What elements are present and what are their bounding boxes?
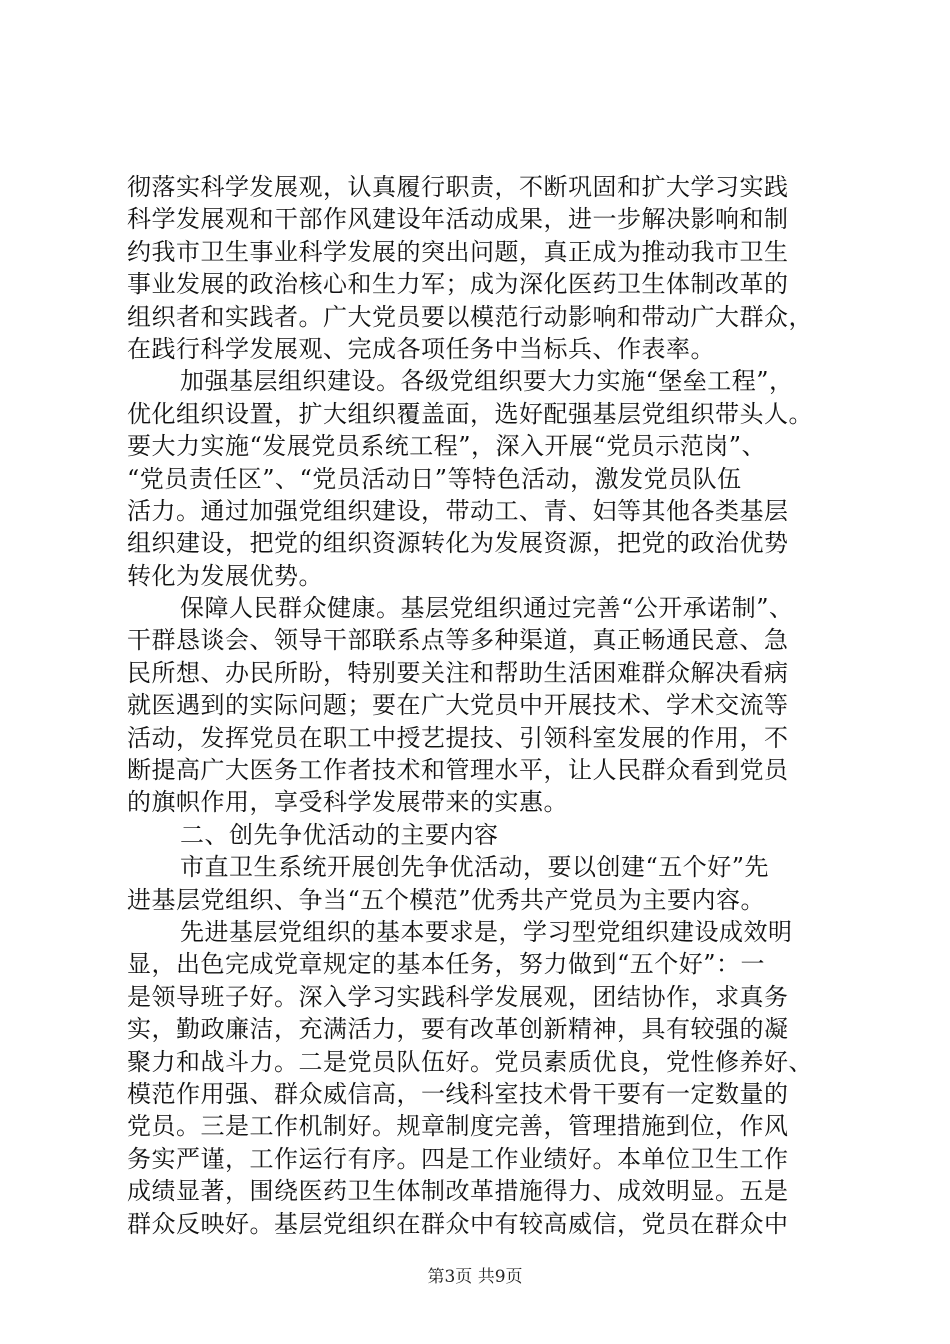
text-line: 显，出色完成党章规定的基本任务，努力做到“五个好”：一 (127, 950, 766, 979)
body-text (127, 171, 831, 1240)
text-line: 科学发展观和干部作风建设年活动成果，进一步解决影响和制 (127, 205, 789, 234)
text-line: 进基层党组织、争当“五个模范”优秀共产党员为主要内容。 (127, 885, 766, 914)
text-line: “党员责任区”、“党员活动日”等特色活动，激发党员队伍 (127, 464, 742, 493)
text-line: 活动，发挥党员在职工中授艺提技、引领科室发展的作用，不 (127, 723, 789, 752)
text-line: 实，勤政廉洁，充满活力，要有改革创新精神，具有较强的凝 (127, 1015, 789, 1044)
text-line: 组织建设，把党的组织资源转化为发展资源，把党的政治优势 (127, 529, 789, 558)
text-line: 保障人民群众健康。基层党组织通过完善“公开承诺制”、 (180, 594, 794, 623)
text-line: 要大力实施“发展党员系统工程”，深入开展“党员示范岗”、 (127, 432, 767, 461)
text-line: 党员。三是工作机制好。规章制度完善，管理措施到位，作风 (127, 1112, 789, 1141)
text-line: 转化为发展优势。 (127, 561, 323, 590)
text-line: 务实严谨，工作运行有序。四是工作业绩好。本单位卫生工作 (127, 1144, 789, 1173)
text-line: 的旗帜作用，享受科学发展带来的实惠。 (127, 788, 568, 817)
text-line: 群众反映好。基层党组织在群众中有较高威信，党员在群众中 (127, 1209, 789, 1238)
text-line: 事业发展的政治核心和生力军；成为深化医药卫生体制改革的 (127, 270, 789, 299)
text-line: 活力。通过加强党组织建设，带动工、青、妇等其他各类基层 (127, 496, 789, 525)
text-line: 市直卫生系统开展创先争优活动，要以创建“五个好”先 (180, 853, 770, 882)
text-line: 约我市卫生事业科学发展的突出问题，真正成为推动我市卫生 (127, 237, 789, 266)
text-line: 断提高广大医务工作者技术和管理水平，让人民群众看到党员 (127, 756, 789, 785)
text-line: 是领导班子好。深入学习实践科学发展观，团结协作，求真务 (127, 982, 789, 1011)
text-line: 彻落实科学发展观，认真履行职责，不断巩固和扩大学习实践 (127, 173, 789, 201)
text-line: 优化组织设置，扩大组织覆盖面，选好配强基层党组织带头人。 (127, 399, 813, 428)
text-line: 聚力和战斗力。二是党员队伍好。党员素质优良，党性修养好、 (127, 1047, 813, 1076)
text-line: 组织者和实践者。广大党员要以模范行动影响和带动广大群众， (127, 302, 813, 331)
text-line: 二、创先争优活动的主要内容 (180, 820, 499, 849)
text-line: 在践行科学发展观、完成各项任务中当标兵、作表率。 (127, 334, 715, 363)
text-line: 就医遇到的实际问题；要在广大党员中开展技术、学术交流等 (127, 691, 789, 720)
text-line: 先进基层党组织的基本要求是，学习型党组织建设成效明 (180, 917, 793, 946)
text-line: 干群恳谈会、领导干部联系点等多种渠道，真正畅通民意、急 (127, 626, 789, 655)
text-line: 民所想、办民所盼，特别要关注和帮助生活困难群众解决看病 (127, 658, 789, 687)
text-line: 模范作用强、群众威信高，一线科室技术骨干要有一定数量的 (127, 1079, 789, 1108)
page-footer: 第3页 共9页 (427, 1267, 523, 1287)
text-line: 成绩显著，围绕医药卫生体制改革措施得力、成效明显。五是 (127, 1177, 789, 1206)
text-line: 加强基层组织建设。各级党组织要大力实施“堡垒工程”， (180, 367, 794, 396)
